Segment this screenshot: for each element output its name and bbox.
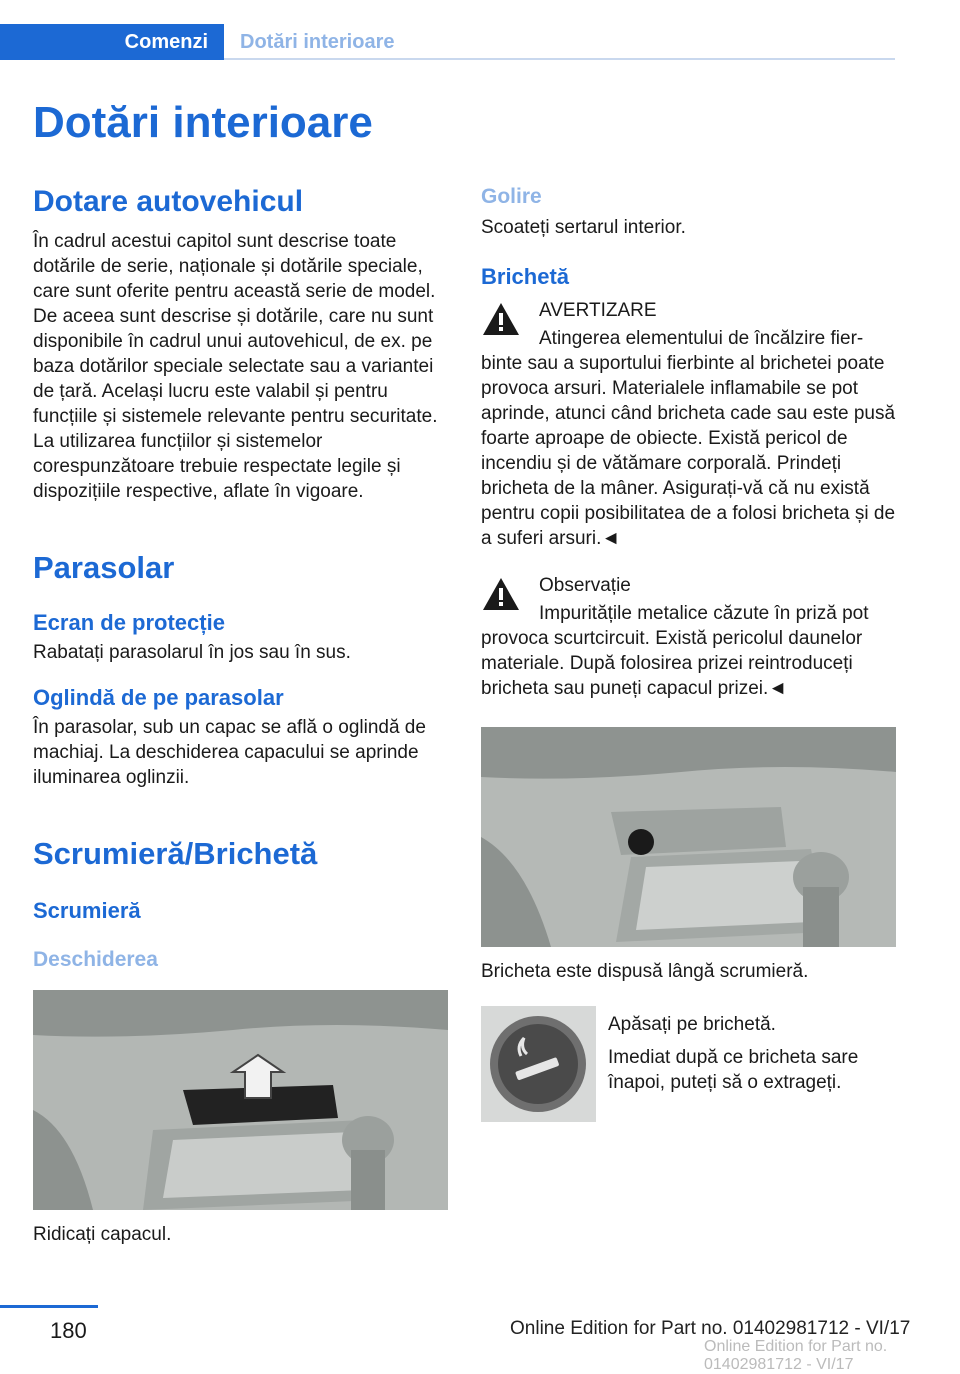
heading-dotare-autovehicul: Dotare autovehicul: [33, 185, 304, 218]
page-number: 180: [50, 1318, 87, 1343]
paragraph-imediat: Imediat după ce bricheta sare înapoi, puteți să o extrageți.: [608, 1047, 859, 1093]
paragraph-golire: Scoateți sertarul interior.: [481, 217, 686, 238]
ashtray-illustration: [33, 990, 448, 1210]
footer-edition: Online Edition for Part no. 01402981712 - VI/17: [510, 1318, 911, 1339]
right-column: [481, 185, 896, 1122]
note-text: Impuritățile metalice căzute în priză pot provoca scurtcircuit. Există pericolul daunelor materiale. După folosirea prizei reintroduceți bricheta sau puneți capacul prizei.◄: [481, 603, 869, 699]
header-bar: [0, 24, 895, 60]
header-divider: [224, 58, 895, 60]
paragraph-ecran: Rabatați parasolarul în jos sau în sus.: [33, 642, 351, 663]
paragraph-dotare: În cadrul acestui capitol sunt descrise toate dotările de serie, naționale și dotările speciale, care sunt oferite pentru această serie de model. De aceea sunt descrise și dotările, care nu sunt disponibile în cadrul unui autovehicul, de ex. pe baza dotărilor speciale selectate sau a variantei de țară. Același lucru este valabil și pentru funcțiile și sistemele relevante pentru securitate. La utilizarea funcțiilor și sistemelor corespunzătoare trebuie respectate legile și dispozițiile respective, aflate în vigoare.: [33, 231, 438, 502]
heading-oglinda: Oglindă de pe parasolar: [33, 685, 284, 710]
paragraph-apasati: Apăsați pe brichetă.: [608, 1014, 776, 1035]
ashtray-photo: [33, 990, 448, 1210]
heading-parasolar: Parasolar: [33, 550, 175, 585]
note-triangle-icon: [481, 575, 521, 613]
warning-block: [481, 298, 896, 551]
heading-scrumiera: Scrumieră: [33, 898, 141, 923]
lighter-photo: [481, 727, 896, 947]
tab-comenzi[interactable]: Comenzi: [0, 24, 224, 60]
lighter-instructions: [481, 1006, 896, 1122]
footer-divider: [0, 1305, 98, 1308]
note-block: [481, 573, 896, 701]
note-title: Observație: [539, 575, 631, 596]
warning-triangle-icon: [481, 300, 521, 338]
lighter-illustration: [481, 727, 896, 947]
heading-scrumiera-bricheta: Scrumieră/Brichetă: [33, 836, 318, 871]
heading-deschiderea: Deschiderea: [33, 948, 158, 971]
cigarette-lighter-icon: [481, 1006, 596, 1122]
lighter-button-photo: [481, 1006, 596, 1122]
footer-watermark: Online Edition for Part no. 01402981712 - VI/17: [704, 1338, 888, 1373]
warning-title: AVERTIZARE: [539, 300, 657, 321]
warning-text: Atingerea elementului de încălzire fierbinte sau a suportului fierbinte al brichetei poate provoca arsuri. Materialele inflamabile se pot aprinde, atunci când bricheta cade sau este pusă foarte aproape de obiecte. Există pericol de incendiu și de vătămare corporală. Prindeți bricheta de la mâner. Asigurați-vă că nu există pentru copii posibilitatea de a folosi bricheta și de a suferi arsuri.◄: [481, 328, 896, 549]
page-title: Dotări interioare: [33, 98, 373, 147]
heading-bricheta: Brichetă: [481, 264, 570, 289]
paragraph-oglinda: În parasolar, sub un capac se află o oglindă de machiaj. La deschiderea capacului se aprinde iluminarea oglinzii.: [33, 717, 426, 788]
caption-lighter: Bricheta este dispusă lângă scrumieră.: [481, 961, 809, 982]
left-column: [33, 185, 448, 1247]
tab-dotari-interioare[interactable]: Dotări interioare: [240, 30, 395, 53]
caption-ashtray: Ridicați capacul.: [33, 1224, 172, 1245]
heading-golire: Golire: [481, 185, 542, 208]
heading-ecran-protectie: Ecran de protecție: [33, 610, 225, 635]
